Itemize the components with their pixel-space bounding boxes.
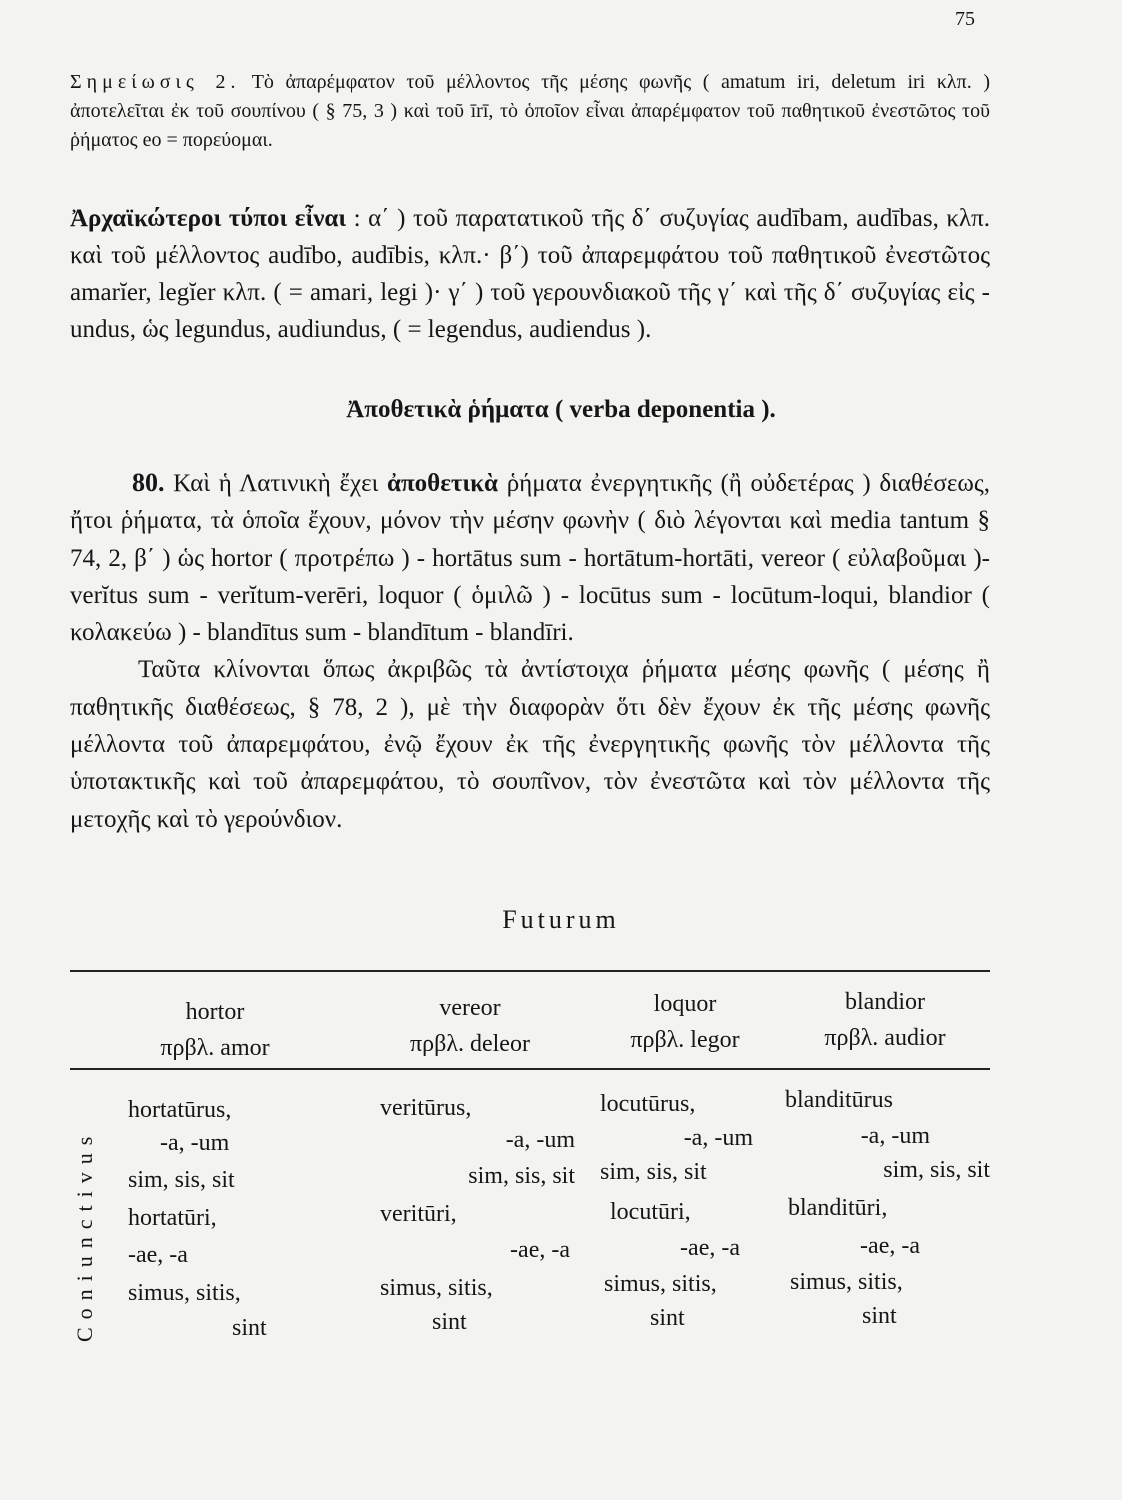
table-cell: sim, sis, sit: [600, 1159, 707, 1185]
paragraph-80-text-2: Ταῦτα κλίνονται ὅπως ἀκριβῶς τὰ ἀντίστοιχα ῥήματα μέσης φωνῆς ( μέσης ἢ παθητικῆς διαθέσεως, § 78, 2 ), μὲ τὴν διαφορὰν ὅτι δὲν ἔχουν ἐκ τῆς μέσης φωνῆς μέλλοντα τοῦ ἀπαρεμφάτου, ἐνῷ ἔχουν ἐκ τῆς ἐνεργητικῆς φωνῆς τὸν μέλλοντα τῆς ὑποτακτικῆς καὶ τοῦ ἀπαρεμφάτου, τὸ σουπῖνον, τὸν ἐνεστῶτα καὶ τὸν μέλλοντα τῆς μετοχῆς καὶ τὸ γερούνδιον.: [70, 656, 990, 833]
table-cell: -ae, -a: [510, 1237, 570, 1263]
table-cell: simus, sitis,: [380, 1275, 493, 1301]
table-cell: -ae, -a: [680, 1235, 740, 1261]
table-cell: sint: [232, 1315, 267, 1341]
table-cell: simus, sitis,: [604, 1271, 717, 1297]
paragraph-number: 80.: [132, 468, 165, 497]
mood-side-label: Coniunctivus: [72, 1128, 97, 1342]
column-verb: hortor: [185, 999, 245, 1025]
paragraph-80: [70, 464, 990, 838]
table-cell: simus, sitis,: [790, 1269, 903, 1295]
table-cell: sint: [432, 1309, 467, 1335]
table-cell: locutūri,: [610, 1199, 691, 1225]
table-cell: hortatūrus,: [128, 1097, 232, 1123]
table-cell: veritūrus,: [380, 1095, 472, 1121]
bold-term: ἀποθετικὰ: [387, 470, 499, 497]
table-cell: locutūrus,: [600, 1091, 696, 1117]
table-cell: blanditūri,: [788, 1195, 888, 1221]
table-cell: simus, sitis,: [128, 1280, 241, 1306]
table-cell: -a, -um: [683, 1125, 753, 1151]
table-cell: veritūri,: [380, 1201, 457, 1227]
column-compare: πρβλ. deleor: [410, 1031, 530, 1057]
table-cell: sim, sis, sit: [128, 1167, 235, 1193]
table-cell: sint: [650, 1305, 685, 1331]
table-caption: Futurum: [502, 905, 620, 934]
paragraph-80-text: ῥήματα ἐνεργητικῆς (ἢ οὐδετέρας ) διαθέσεως, ἤτοι ῥήματα, τὰ ὁποῖα ἔχουν, μόνον τὴν μέσην φωνὴν ( διὸ λέγονται καὶ media tantum § 74, 2, β΄ ) ὡς hortor ( προτρέπω ) - hortātus sum - hortātum-hortāti, vereor ( εὐλαβοῦμαι )-verĭtus sum - verĭtum-verēri, loquor ( ὁμιλῶ ) - locūtus sum - locūtum-loqui, blandior ( κολακεύω ) - blandītus sum - blandītum - blandīri.: [70, 470, 991, 647]
table-cell: -a, -um: [505, 1127, 575, 1153]
note-label: Σημείωσις 2.: [70, 71, 241, 93]
archaic-forms-paragraph: [70, 200, 990, 348]
table-cell: sim, sis, sit: [468, 1163, 575, 1189]
table-cell: -ae, -a: [128, 1242, 188, 1268]
table-cell: blanditūrus: [785, 1087, 893, 1113]
column-header-2: [365, 990, 575, 1062]
table-cell: hortatūri,: [128, 1205, 217, 1231]
column-compare: πρβλ. legor: [630, 1027, 740, 1053]
archaic-label: Ἀρχαϊκώτεροι τύποι εἶναι: [70, 205, 347, 232]
table-cell: sint: [862, 1303, 897, 1329]
table-cell: -a, -um: [860, 1123, 930, 1149]
column-header-3: [585, 986, 785, 1058]
table-cell: -ae, -a: [860, 1233, 920, 1259]
section-heading: Ἀποθετικὰ ῥήματα ( verba deponentia ).: [346, 396, 776, 423]
column-verb: loquor: [653, 991, 717, 1017]
table-top-rule: [70, 970, 990, 972]
page-number: 75: [955, 8, 975, 30]
column-header-1: [120, 994, 310, 1066]
table-header-rule: [70, 1068, 990, 1070]
column-verb: blandior: [845, 989, 925, 1015]
table-cell: sim, sis, sit: [883, 1157, 990, 1183]
archaic-text: : α΄ ) τοῦ παρατατικοῦ τῆς δ΄ συζυγίας audībam, audības, κλπ. καὶ τοῦ μέλλοντος audībo, audībis, κλπ.· β΄) τοῦ ἀπαρεμφάτου τοῦ παθητικοῦ ἐνεστῶτος amarĭer, legĭer κλπ. ( = amari, legi )· γ΄ ) τοῦ γερουνδιακοῦ τῆς γ΄ καὶ τῆς δ΄ συζυγίας εἰς - undus, ὡς legundus, audiundus, ( = legendus, audiendus ).: [70, 205, 991, 343]
column-header-4: [775, 984, 995, 1056]
note-text: Τὸ ἀπαρέμφατον τοῦ μέλλοντος τῆς μέσης φωνῆς ( amatum iri, deletum iri κλπ. ) ἀποτελεῖται ἐκ τοῦ σουπίνου ( § 75, 3 ) καὶ τοῦ īrī, τὸ ὁποῖον εἶναι ἀπαρέμφατον τοῦ παθητικοῦ ἐνεστῶτος τοῦ ῥήματος eo = πορεύομαι.: [70, 71, 990, 151]
paragraph-lead: Καὶ ἡ Λατινικὴ ἔχει: [173, 470, 379, 497]
column-compare: πρβλ. amor: [160, 1035, 270, 1061]
table-cell: -a, -um: [160, 1130, 230, 1156]
column-verb: vereor: [439, 995, 501, 1021]
column-compare: πρβλ. audior: [824, 1025, 946, 1051]
note-paragraph: [70, 68, 990, 155]
